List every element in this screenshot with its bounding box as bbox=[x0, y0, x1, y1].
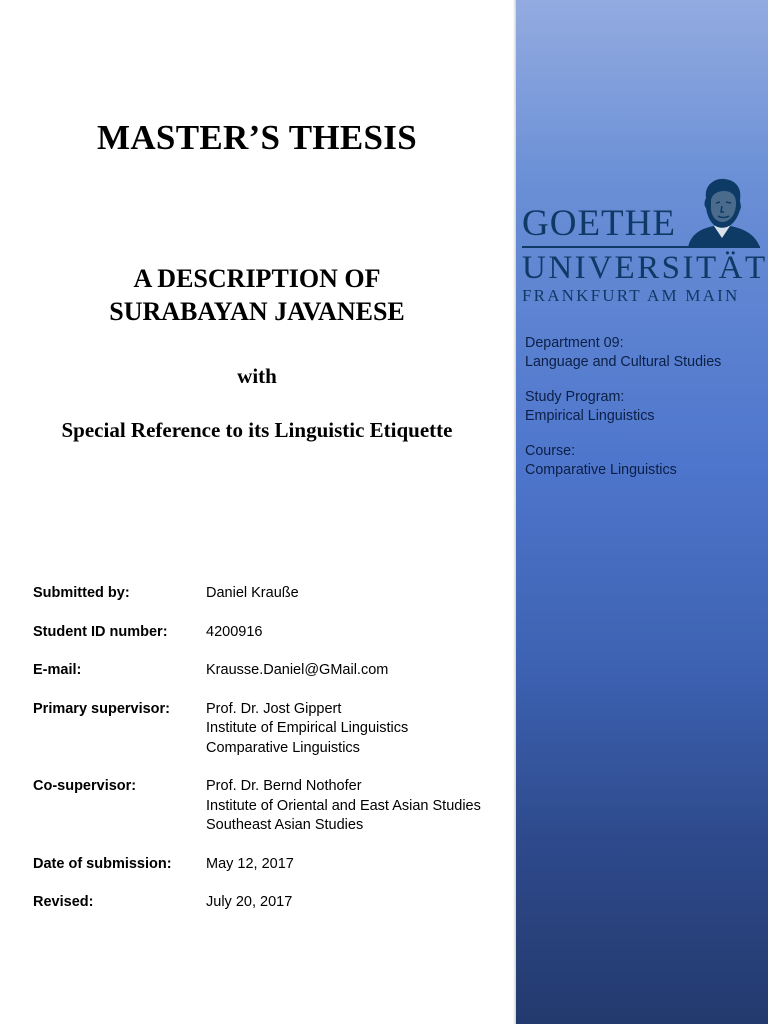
info-label: Revised: bbox=[33, 894, 94, 910]
info-label: Student ID number: bbox=[33, 623, 168, 640]
department-block bbox=[525, 334, 761, 371]
info-value bbox=[206, 855, 294, 875]
info-row-primary-supervisor bbox=[33, 700, 503, 759]
main-title-line-2: SURABAYAN JAVANESE bbox=[109, 297, 405, 326]
course-value: Comparative Linguistics bbox=[525, 461, 677, 478]
thesis-main-title bbox=[0, 262, 514, 328]
logo-text-goethe: GOETHE bbox=[522, 203, 676, 244]
course-label: Course: bbox=[525, 443, 576, 459]
info-value-line: 4200916 bbox=[206, 623, 263, 640]
goethe-portrait-icon bbox=[680, 176, 764, 248]
info-value-line: Comparative Linguistics bbox=[206, 739, 360, 756]
info-value-line: July 20, 2017 bbox=[206, 894, 293, 910]
info-value bbox=[206, 584, 299, 604]
info-value-line: May 12, 2017 bbox=[206, 855, 294, 872]
info-value-line: Prof. Dr. Jost Gippert bbox=[206, 700, 342, 717]
department-label: Department 09: bbox=[525, 335, 624, 351]
info-value bbox=[206, 661, 388, 681]
info-value bbox=[206, 777, 481, 836]
email-address: Krausse.Daniel@GMail.com bbox=[206, 662, 389, 678]
study-program-block bbox=[525, 388, 761, 425]
info-row-co-supervisor bbox=[33, 777, 503, 836]
program-details bbox=[525, 334, 761, 496]
study-program-value: Empirical Linguistics bbox=[525, 407, 655, 424]
info-label: Date of submission: bbox=[33, 855, 172, 872]
submission-details bbox=[33, 584, 503, 913]
info-label: Submitted by: bbox=[33, 585, 130, 601]
info-value bbox=[206, 700, 408, 759]
info-row-student-id bbox=[33, 623, 503, 643]
info-value bbox=[206, 893, 292, 913]
logo-text-universitat: UNIVERSITÄT bbox=[522, 250, 768, 286]
info-value-line: Daniel Krauße bbox=[206, 585, 299, 601]
info-row-email bbox=[33, 661, 503, 681]
thesis-subtitle: Special Reference to its Linguistic Etiquette bbox=[61, 418, 453, 442]
info-row-date-of-submission bbox=[33, 855, 503, 875]
course-block bbox=[525, 442, 761, 479]
info-label: Co-supervisor: bbox=[33, 778, 137, 794]
info-label: Primary supervisor: bbox=[33, 700, 171, 717]
info-label: E-mail: bbox=[33, 662, 82, 678]
info-row-submitted-by bbox=[33, 584, 503, 604]
info-value-line: Institute of Empirical Linguistics bbox=[206, 720, 409, 736]
info-value-line: Prof. Dr. Bernd Nothofer bbox=[206, 778, 362, 794]
info-value-line: Institute of Oriental and East Asian Studies bbox=[206, 797, 481, 814]
main-title-line-1: A DESCRIPTION OF bbox=[133, 264, 381, 293]
university-logo bbox=[522, 176, 768, 306]
info-row-revised bbox=[33, 893, 503, 913]
logo-divider bbox=[522, 246, 760, 248]
info-value-line: Southeast Asian Studies bbox=[206, 817, 364, 833]
sidebar-panel bbox=[516, 0, 768, 1024]
study-program-label: Study Program: bbox=[525, 389, 625, 405]
info-value bbox=[206, 623, 262, 643]
title-connector: with bbox=[237, 364, 277, 388]
document-type-title: MASTER’S THESIS bbox=[97, 118, 417, 157]
department-value: Language and Cultural Studies bbox=[525, 353, 722, 370]
logo-text-frankfurt: FRANKFURT AM MAIN bbox=[522, 286, 740, 305]
